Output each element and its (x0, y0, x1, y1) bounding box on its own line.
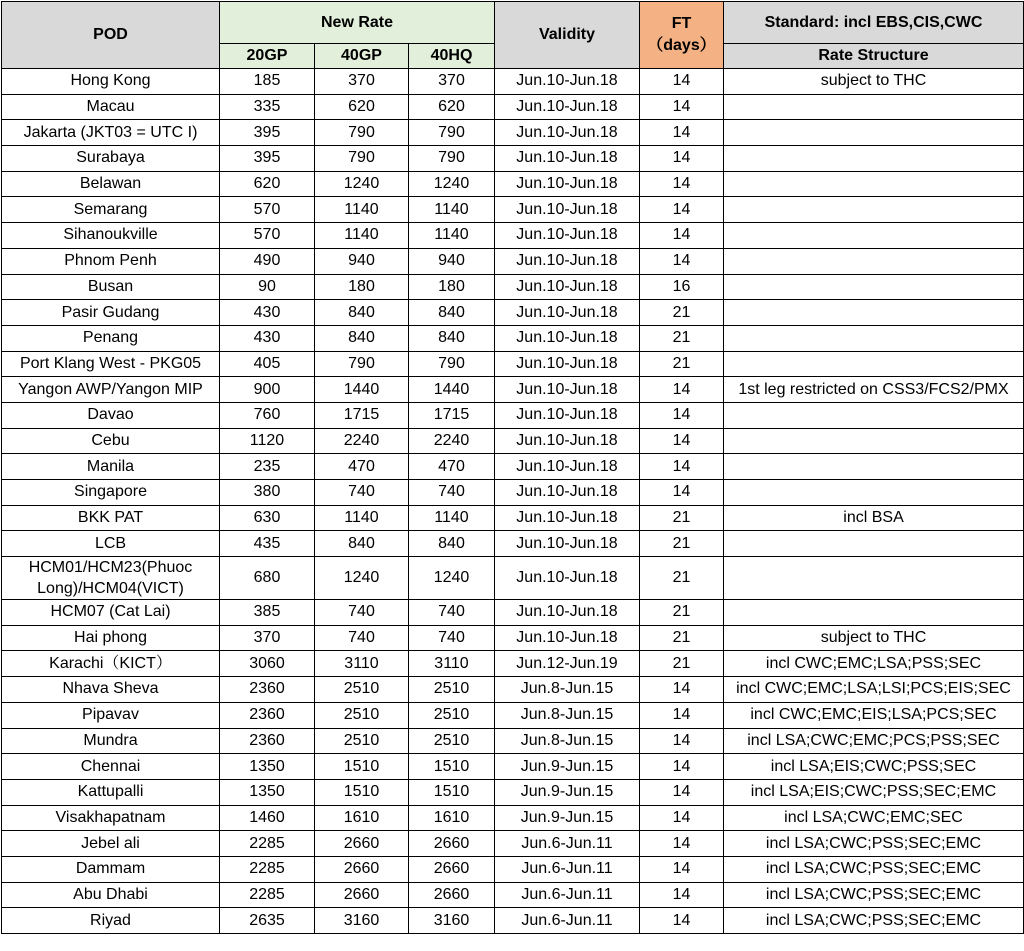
rate-40gp-cell: 2240 (315, 428, 409, 454)
rate-structure-cell: incl BSA (724, 505, 1024, 531)
table-row (2, 831, 1024, 857)
table-row (2, 402, 1024, 428)
table-row (2, 677, 1024, 703)
rate-40gp-cell: 1140 (315, 223, 409, 249)
validity-cell: Jun.10-Jun.18 (495, 223, 640, 249)
rate-40hq-cell: 3160 (409, 908, 495, 934)
table-row (2, 274, 1024, 300)
rate-40gp-cell: 1440 (315, 377, 409, 403)
rate-40gp-cell: 840 (315, 300, 409, 326)
validity-cell: Jun.10-Jun.18 (495, 505, 640, 531)
pod-cell: HCM07 (Cat Lai) (2, 600, 220, 626)
rate-structure-cell (724, 197, 1024, 223)
validity-cell: Jun.10-Jun.18 (495, 94, 640, 120)
rate-20gp-cell: 1350 (220, 754, 315, 780)
ft-days-cell: 14 (640, 69, 724, 95)
table-row (2, 120, 1024, 146)
rate-40hq-cell: 370 (409, 69, 495, 95)
validity-cell: Jun.6-Jun.11 (495, 908, 640, 934)
validity-cell: Jun.6-Jun.11 (495, 831, 640, 857)
ft-days-cell: 14 (640, 146, 724, 172)
pod-cell: Busan (2, 274, 220, 300)
rate-20gp-cell: 2360 (220, 702, 315, 728)
rate-20gp-cell: 1120 (220, 428, 315, 454)
pod-cell: Yangon AWP/Yangon MIP (2, 377, 220, 403)
rate-20gp-cell: 2635 (220, 908, 315, 934)
ft-days-cell: 14 (640, 754, 724, 780)
pod-cell: Singapore (2, 480, 220, 506)
rate-40gp-cell: 180 (315, 274, 409, 300)
ft-days-cell: 14 (640, 702, 724, 728)
table-row (2, 702, 1024, 728)
rate-20gp-cell: 395 (220, 120, 315, 146)
rate-40gp-cell: 2510 (315, 677, 409, 703)
validity-cell: Jun.8-Jun.15 (495, 702, 640, 728)
rate-40hq-cell: 1510 (409, 779, 495, 805)
rate-40hq-cell: 2510 (409, 702, 495, 728)
header-new-rate: New Rate (220, 2, 495, 44)
pod-cell: Mundra (2, 728, 220, 754)
header-ft (640, 2, 724, 69)
rate-40hq-cell: 2660 (409, 831, 495, 857)
rate-structure-cell: incl LSA;CWC;EMC;SEC (724, 805, 1024, 831)
validity-cell: Jun.10-Jun.18 (495, 428, 640, 454)
table-row (2, 480, 1024, 506)
rate-40gp-cell: 2660 (315, 882, 409, 908)
validity-cell: Jun.10-Jun.18 (495, 454, 640, 480)
rate-40gp-cell: 940 (315, 248, 409, 274)
pod-cell: Abu Dhabi (2, 882, 220, 908)
pod-cell: Hong Kong (2, 69, 220, 95)
rate-40gp-cell: 1240 (315, 557, 409, 600)
table-row (2, 557, 1024, 600)
rate-40gp-cell: 790 (315, 146, 409, 172)
rate-40gp-cell: 1140 (315, 505, 409, 531)
table-row (2, 600, 1024, 626)
rate-40gp-cell: 3160 (315, 908, 409, 934)
table-row (2, 197, 1024, 223)
rate-20gp-cell: 2285 (220, 882, 315, 908)
validity-cell: Jun.9-Jun.15 (495, 779, 640, 805)
rate-structure-cell: incl CWC;EMC;LSA;LSI;PCS;EIS;SEC (724, 677, 1024, 703)
ft-days-cell: 14 (640, 779, 724, 805)
validity-cell: Jun.10-Jun.18 (495, 531, 640, 557)
pod-cell: Karachi（KICT） (2, 651, 220, 677)
validity-cell: Jun.8-Jun.15 (495, 728, 640, 754)
rate-20gp-cell: 3060 (220, 651, 315, 677)
pod-cell: Port Klang West - PKG05 (2, 351, 220, 377)
ft-days-cell: 14 (640, 377, 724, 403)
rate-structure-cell: incl LSA;CWC;PSS;SEC;EMC (724, 856, 1024, 882)
rate-40hq-cell: 840 (409, 325, 495, 351)
header-40gp: 40GP (315, 44, 409, 69)
rate-20gp-cell: 185 (220, 69, 315, 95)
pod-cell: Kattupalli (2, 779, 220, 805)
rate-40hq-cell: 740 (409, 625, 495, 651)
rate-20gp-cell: 380 (220, 480, 315, 506)
ft-days-cell: 14 (640, 428, 724, 454)
rate-20gp-cell: 570 (220, 197, 315, 223)
pod-cell: Dammam (2, 856, 220, 882)
rate-structure-cell: incl LSA;CWC;PSS;SEC;EMC (724, 831, 1024, 857)
table-row (2, 223, 1024, 249)
rate-20gp-cell: 2285 (220, 856, 315, 882)
header-ft-unit: （days） (647, 37, 716, 54)
rate-40hq-cell: 840 (409, 300, 495, 326)
validity-cell: Jun.10-Jun.18 (495, 480, 640, 506)
ft-days-cell: 14 (640, 223, 724, 249)
ft-days-cell: 14 (640, 402, 724, 428)
rate-20gp-cell: 430 (220, 300, 315, 326)
header-40hq: 40HQ (409, 44, 495, 69)
table-row (2, 625, 1024, 651)
ft-days-cell: 21 (640, 651, 724, 677)
rate-40hq-cell: 3110 (409, 651, 495, 677)
rate-20gp-cell: 900 (220, 377, 315, 403)
table-row (2, 377, 1024, 403)
ft-days-cell: 16 (640, 274, 724, 300)
validity-cell: Jun.6-Jun.11 (495, 856, 640, 882)
rate-structure-cell (724, 454, 1024, 480)
rate-40hq-cell: 2660 (409, 856, 495, 882)
rate-20gp-cell: 680 (220, 557, 315, 600)
ft-days-cell: 14 (640, 831, 724, 857)
table-row (2, 69, 1024, 95)
rate-40gp-cell: 840 (315, 325, 409, 351)
pod-cell: Semarang (2, 197, 220, 223)
ft-days-cell: 14 (640, 454, 724, 480)
rate-20gp-cell: 760 (220, 402, 315, 428)
ft-days-cell: 14 (640, 94, 724, 120)
rate-20gp-cell: 630 (220, 505, 315, 531)
rate-40hq-cell: 740 (409, 480, 495, 506)
ft-days-cell: 14 (640, 248, 724, 274)
validity-cell: Jun.10-Jun.18 (495, 402, 640, 428)
validity-cell: Jun.10-Jun.18 (495, 171, 640, 197)
rate-structure-cell (724, 248, 1024, 274)
rate-40gp-cell: 1715 (315, 402, 409, 428)
table-row (2, 856, 1024, 882)
rate-40gp-cell: 740 (315, 600, 409, 626)
table-row (2, 908, 1024, 934)
rate-40hq-cell: 840 (409, 531, 495, 557)
rate-20gp-cell: 490 (220, 248, 315, 274)
rate-table (1, 1, 1024, 934)
validity-cell: Jun.10-Jun.18 (495, 197, 640, 223)
rate-structure-cell (724, 300, 1024, 326)
rate-20gp-cell: 620 (220, 171, 315, 197)
rate-structure-cell (724, 171, 1024, 197)
pod-cell: LCB (2, 531, 220, 557)
rate-20gp-cell: 1460 (220, 805, 315, 831)
rate-40hq-cell: 1510 (409, 754, 495, 780)
rate-structure-cell: subject to THC (724, 69, 1024, 95)
rate-20gp-cell: 570 (220, 223, 315, 249)
pod-cell: Manila (2, 454, 220, 480)
header-20gp: 20GP (220, 44, 315, 69)
header-validity: Validity (495, 2, 640, 69)
rate-structure-cell: incl LSA;CWC;EMC;PCS;PSS;SEC (724, 728, 1024, 754)
pod-cell: Macau (2, 94, 220, 120)
pod-cell: Riyad (2, 908, 220, 934)
rate-40gp-cell: 3110 (315, 651, 409, 677)
rate-20gp-cell: 405 (220, 351, 315, 377)
table-row (2, 505, 1024, 531)
rate-20gp-cell: 335 (220, 94, 315, 120)
rate-20gp-cell: 370 (220, 625, 315, 651)
validity-cell: Jun.9-Jun.15 (495, 805, 640, 831)
rate-20gp-cell: 2360 (220, 728, 315, 754)
table-row (2, 651, 1024, 677)
pod-cell: Belawan (2, 171, 220, 197)
ft-days-cell: 21 (640, 531, 724, 557)
table-row (2, 454, 1024, 480)
rate-40gp-cell: 2660 (315, 831, 409, 857)
pod-cell: Chennai (2, 754, 220, 780)
table-row (2, 171, 1024, 197)
rate-structure-cell (724, 325, 1024, 351)
ft-days-cell: 14 (640, 677, 724, 703)
rate-40gp-cell: 790 (315, 351, 409, 377)
ft-days-cell: 14 (640, 805, 724, 831)
ft-days-cell: 21 (640, 300, 724, 326)
table-row (2, 531, 1024, 557)
rate-40gp-cell: 740 (315, 480, 409, 506)
rate-40gp-cell: 370 (315, 69, 409, 95)
rate-40hq-cell: 1240 (409, 557, 495, 600)
rate-structure-cell (724, 557, 1024, 600)
rate-structure-cell: incl LSA;CWC;PSS;SEC;EMC (724, 882, 1024, 908)
ft-days-cell: 14 (640, 480, 724, 506)
pod-cell: BKK PAT (2, 505, 220, 531)
rate-40hq-cell: 1610 (409, 805, 495, 831)
rate-structure-cell: subject to THC (724, 625, 1024, 651)
rate-structure-cell (724, 402, 1024, 428)
rate-40gp-cell: 1510 (315, 754, 409, 780)
rate-40hq-cell: 1140 (409, 223, 495, 249)
validity-cell: Jun.10-Jun.18 (495, 351, 640, 377)
rate-structure-cell (724, 531, 1024, 557)
validity-cell: Jun.10-Jun.18 (495, 69, 640, 95)
table-row (2, 779, 1024, 805)
rate-40gp-cell: 470 (315, 454, 409, 480)
validity-cell: Jun.10-Jun.18 (495, 325, 640, 351)
pod-cell: Nhava Sheva (2, 677, 220, 703)
rate-40gp-cell: 740 (315, 625, 409, 651)
rate-structure-cell (724, 223, 1024, 249)
rate-40hq-cell: 470 (409, 454, 495, 480)
validity-cell: Jun.8-Jun.15 (495, 677, 640, 703)
rate-40hq-cell: 1140 (409, 197, 495, 223)
rate-20gp-cell: 1350 (220, 779, 315, 805)
rate-20gp-cell: 2360 (220, 677, 315, 703)
header-ft-label: FT (671, 15, 692, 32)
validity-cell: Jun.10-Jun.18 (495, 274, 640, 300)
rate-40gp-cell: 620 (315, 94, 409, 120)
pod-cell: Phnom Penh (2, 248, 220, 274)
rate-structure-cell (724, 600, 1024, 626)
ft-days-cell: 21 (640, 625, 724, 651)
rate-20gp-cell: 385 (220, 600, 315, 626)
rate-structure-cell: incl LSA;EIS;CWC;PSS;SEC;EMC (724, 779, 1024, 805)
header-standard: Standard: incl EBS,CIS,CWC (724, 2, 1024, 44)
ft-days-cell: 21 (640, 557, 724, 600)
ft-days-cell: 14 (640, 171, 724, 197)
rate-40gp-cell: 2510 (315, 702, 409, 728)
rate-20gp-cell: 2285 (220, 831, 315, 857)
validity-cell: Jun.6-Jun.11 (495, 882, 640, 908)
ft-days-cell: 21 (640, 351, 724, 377)
rate-20gp-cell: 235 (220, 454, 315, 480)
rate-40hq-cell: 1440 (409, 377, 495, 403)
table-row (2, 351, 1024, 377)
rate-40hq-cell: 1715 (409, 402, 495, 428)
rate-table-body (2, 69, 1024, 934)
rate-20gp-cell: 395 (220, 146, 315, 172)
rate-structure-cell (724, 428, 1024, 454)
pod-cell: Sihanoukville (2, 223, 220, 249)
pod-cell: Visakhapatnam (2, 805, 220, 831)
table-row (2, 300, 1024, 326)
rate-40hq-cell: 2240 (409, 428, 495, 454)
rate-structure-cell: 1st leg restricted on CSS3/FCS2/PMX (724, 377, 1024, 403)
table-row (2, 754, 1024, 780)
ft-days-cell: 21 (640, 505, 724, 531)
table-row (2, 805, 1024, 831)
rate-structure-cell: incl LSA;CWC;PSS;SEC;EMC (724, 908, 1024, 934)
pod-cell: Jebel ali (2, 831, 220, 857)
pod-cell: Surabaya (2, 146, 220, 172)
validity-cell: Jun.10-Jun.18 (495, 248, 640, 274)
validity-cell: Jun.9-Jun.15 (495, 754, 640, 780)
pod-cell: Hai phong (2, 625, 220, 651)
rate-40hq-cell: 2660 (409, 882, 495, 908)
rate-40hq-cell: 790 (409, 351, 495, 377)
table-row (2, 882, 1024, 908)
rate-structure-cell: incl CWC;EMC;EIS;LSA;PCS;SEC (724, 702, 1024, 728)
validity-cell: Jun.10-Jun.18 (495, 625, 640, 651)
validity-cell: Jun.10-Jun.18 (495, 600, 640, 626)
ft-days-cell: 14 (640, 120, 724, 146)
rate-20gp-cell: 430 (220, 325, 315, 351)
rate-20gp-cell: 435 (220, 531, 315, 557)
rate-40gp-cell: 1140 (315, 197, 409, 223)
header-rate-structure: Rate Structure (724, 44, 1024, 69)
rate-structure-cell: incl LSA;EIS;CWC;PSS;SEC (724, 754, 1024, 780)
rate-structure-cell: incl CWC;EMC;LSA;PSS;SEC (724, 651, 1024, 677)
validity-cell: Jun.10-Jun.18 (495, 300, 640, 326)
rate-structure-cell (724, 146, 1024, 172)
ft-days-cell: 14 (640, 728, 724, 754)
pod-cell: Cebu (2, 428, 220, 454)
rate-40hq-cell: 2510 (409, 677, 495, 703)
table-row (2, 146, 1024, 172)
rate-40gp-cell: 2510 (315, 728, 409, 754)
pod-cell: Davao (2, 402, 220, 428)
rate-40gp-cell: 790 (315, 120, 409, 146)
rate-40hq-cell: 1140 (409, 505, 495, 531)
rate-structure-cell (724, 94, 1024, 120)
rate-40hq-cell: 2510 (409, 728, 495, 754)
pod-cell: Jakarta (JKT03 = UTC I) (2, 120, 220, 146)
table-row (2, 428, 1024, 454)
rate-40hq-cell: 740 (409, 600, 495, 626)
validity-cell: Jun.12-Jun.19 (495, 651, 640, 677)
pod-cell: Penang (2, 325, 220, 351)
ft-days-cell: 21 (640, 325, 724, 351)
rate-40hq-cell: 180 (409, 274, 495, 300)
validity-cell: Jun.10-Jun.18 (495, 146, 640, 172)
header-pod: POD (2, 2, 220, 69)
rate-40hq-cell: 790 (409, 120, 495, 146)
rate-20gp-cell: 90 (220, 274, 315, 300)
rate-40gp-cell: 1240 (315, 171, 409, 197)
table-row (2, 325, 1024, 351)
rate-40hq-cell: 790 (409, 146, 495, 172)
pod-cell: HCM01/HCM23(Phuoc Long)/HCM04(VICT) (2, 557, 220, 600)
ft-days-cell: 14 (640, 197, 724, 223)
validity-cell: Jun.10-Jun.18 (495, 377, 640, 403)
pod-cell: Pasir Gudang (2, 300, 220, 326)
rate-40hq-cell: 1240 (409, 171, 495, 197)
validity-cell: Jun.10-Jun.18 (495, 557, 640, 600)
rate-structure-cell (724, 120, 1024, 146)
ft-days-cell: 14 (640, 908, 724, 934)
rate-structure-cell (724, 351, 1024, 377)
rate-40hq-cell: 620 (409, 94, 495, 120)
validity-cell: Jun.10-Jun.18 (495, 120, 640, 146)
rate-40gp-cell: 840 (315, 531, 409, 557)
table-row (2, 728, 1024, 754)
ft-days-cell: 14 (640, 856, 724, 882)
pod-cell: Pipavav (2, 702, 220, 728)
ft-days-cell: 14 (640, 882, 724, 908)
table-row (2, 94, 1024, 120)
rate-40hq-cell: 940 (409, 248, 495, 274)
rate-structure-cell (724, 274, 1024, 300)
rate-40gp-cell: 1510 (315, 779, 409, 805)
ft-days-cell: 21 (640, 600, 724, 626)
rate-40gp-cell: 1610 (315, 805, 409, 831)
rate-40gp-cell: 2660 (315, 856, 409, 882)
table-row (2, 248, 1024, 274)
rate-structure-cell (724, 480, 1024, 506)
